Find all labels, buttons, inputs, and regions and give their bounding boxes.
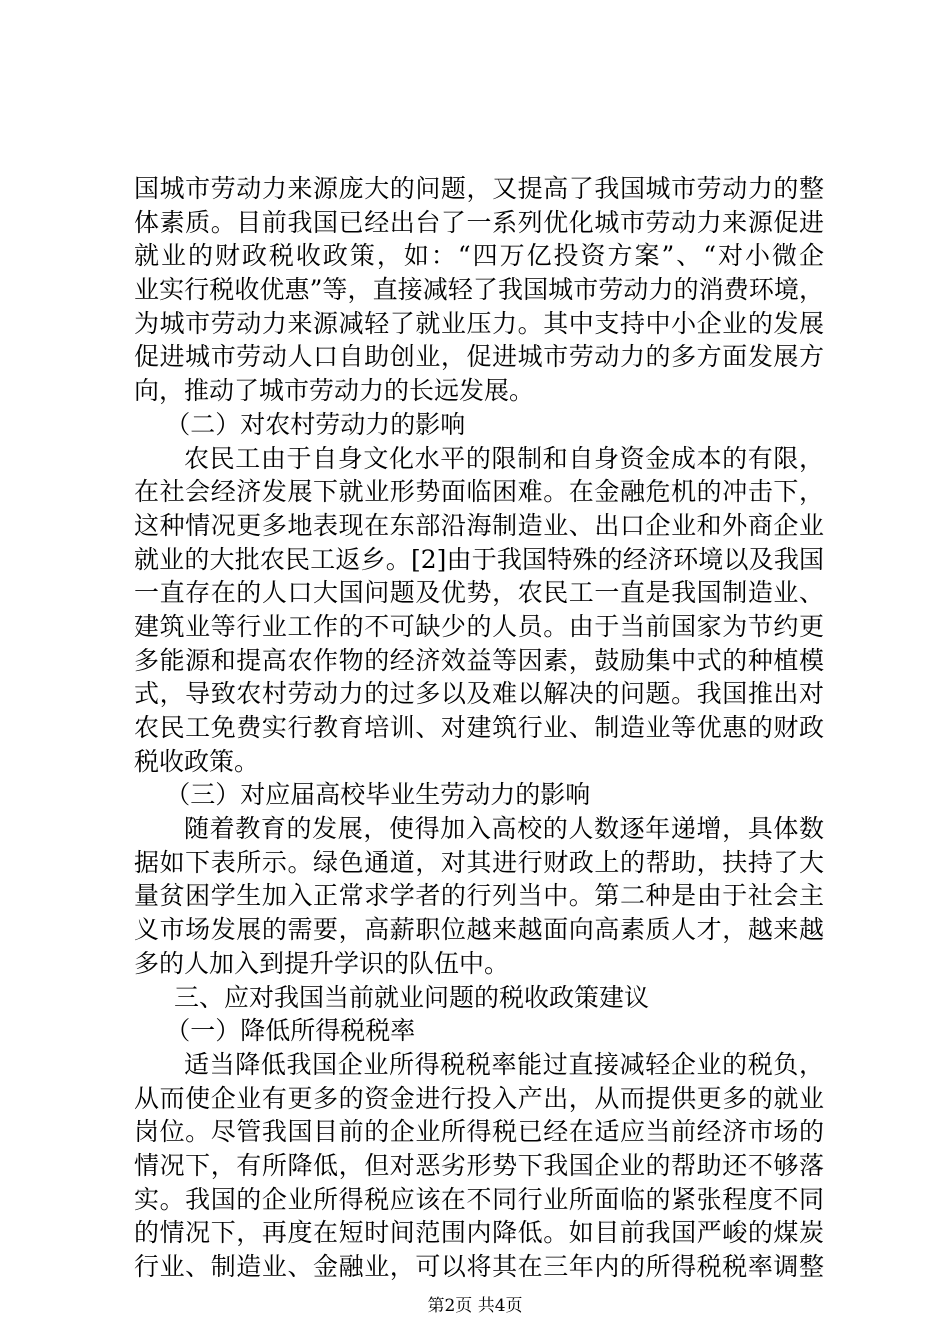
text-line: 一直存在的人口大国问题及优势，农民工一直是我国制造业、 [134,578,824,608]
text-line: 就业的财政税收政策，如：“四万亿投资方案”、“对小微企 [134,241,824,271]
text-line: 情况下，有所降低，但对恶劣形势下我国企业的帮助还不够落 [134,1150,824,1180]
text-line: （二）对农村劳动力的影响 [165,409,466,439]
text-line: 就业的大批农民工返乡。[2]由于我国特殊的经济环境以及我国 [134,544,824,574]
text-line: 业实行税收优惠”等，直接减轻了我国城市劳动力的消费环境， [134,275,824,305]
text-line: 义市场发展的需要，高薪职位越来越面向高素质人才，越来越 [134,915,824,945]
text-line: 农民工免费实行教育培训、对建筑行业、制造业等优惠的财政 [134,713,824,742]
text-line: 国城市劳动力来源庞大的问题，又提高了我国城市劳动力的整 [134,174,824,203]
text-line: 体素质。目前我国已经出台了一系列优化城市劳动力来源促进 [134,207,824,237]
text-line: 向，推动了城市劳动力的长远发展。 [134,376,535,406]
text-line: 建筑业等行业工作的不可缺少的人员。由于当前国家为节约更 [134,611,824,641]
text-line: 三、应对我国当前就业问题的税收政策建议 [174,982,650,1012]
text-line: 税收政策。 [134,746,260,776]
text-line: 随着教育的发展，使得加入高校的人数逐年递增，具体数 [184,814,824,844]
text-line: 式，导致农村劳动力的过多以及难以解决的问题。我国推出对 [134,679,824,709]
text-line: 的情况下，再度在短时间范围内降低。如目前我国严峻的煤炭 [134,1218,824,1248]
text-line: 促进城市劳动人口自助创业，促进城市劳动力的多方面发展方 [134,342,824,372]
text-line: 这种情况更多地表现在东部沿海制造业、出口企业和外商企业 [134,510,824,540]
page-footer: 第2页 共4页 [427,1296,523,1316]
text-line: 为城市劳动力来源减轻了就业压力。其中支持中小企业的发展 [134,308,824,338]
text-line: 行业、制造业、金融业，可以将其在三年内的所得税税率调整 [134,1252,824,1281]
text-line: 岗位。尽管我国目前的企业所得税已经在适应当前经济市场的 [134,1117,824,1147]
text-line: 农民工由于自身文化水平的限制和自身资金成本的有限， [184,443,824,473]
text-line: 据如下表所示。绿色通道，对其进行财政上的帮助，扶持了大 [134,847,824,877]
text-line: 实。我国的企业所得税应该在不同行业所面临的紧张程度不同 [134,1184,824,1214]
text-line: （一）降低所得税税率 [165,1016,416,1046]
text-line: 量贫困学生加入正常求学者的行列当中。第二种是由于社会主 [134,881,824,911]
text-line: 适当降低我国企业所得税税率能过直接减轻企业的税负， [184,1049,824,1079]
text-line: 从而使企业有更多的资金进行投入产出，从而提供更多的就业 [134,1083,824,1113]
document-body [134,172,824,1284]
text-line: 在社会经济发展下就业形势面临困难。在金融危机的冲击下， [134,477,824,507]
text-line: 多能源和提高农作物的经济效益等因素，鼓励集中式的种植模 [134,645,824,675]
text-line: （三）对应届高校毕业生劳动力的影响 [165,780,591,810]
text-line: 多的人加入到提升学识的队伍中。 [134,948,510,978]
